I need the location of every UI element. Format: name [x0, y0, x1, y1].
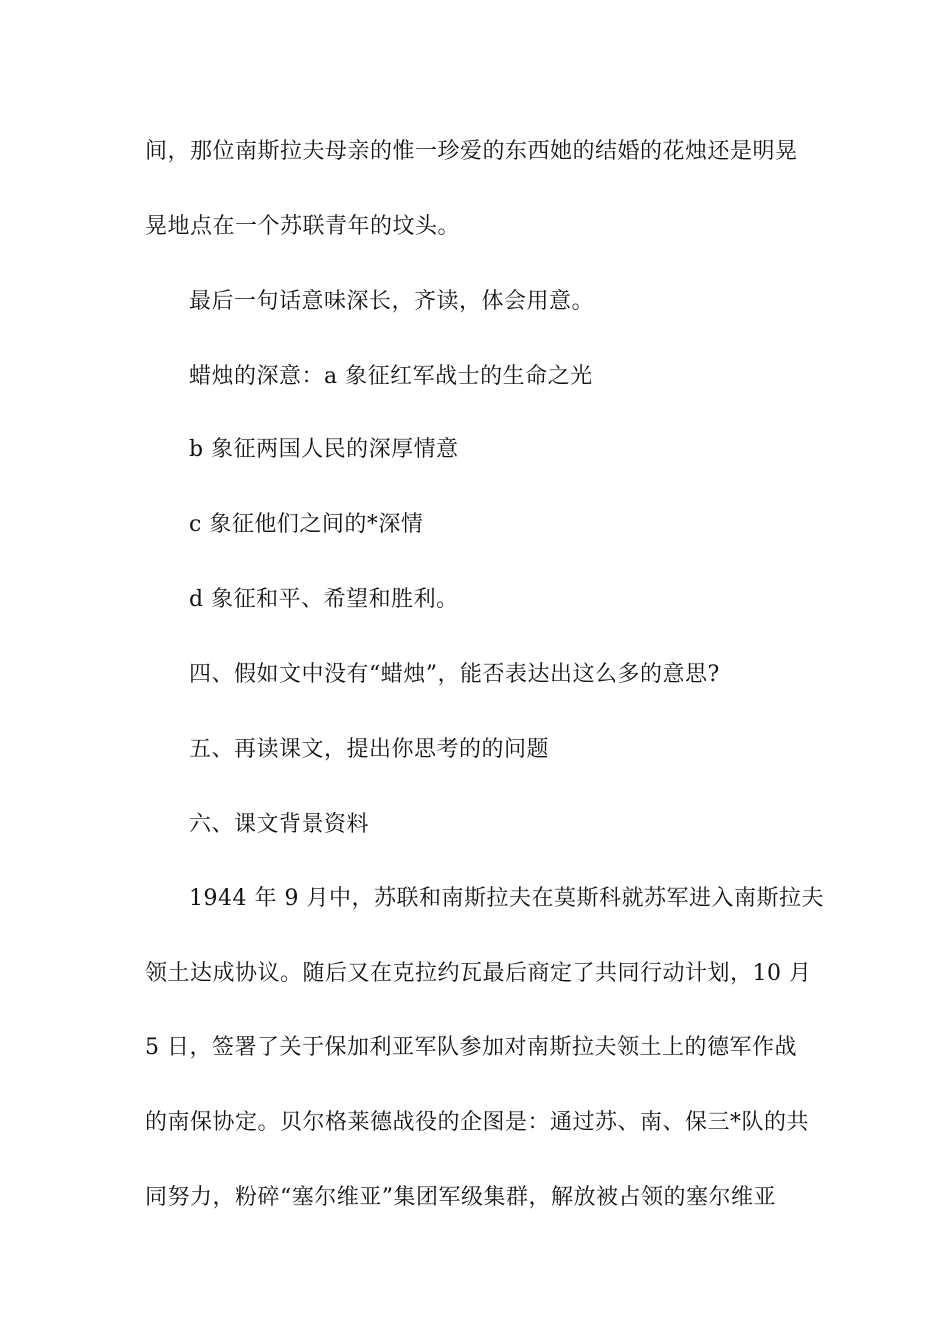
- text-line: 五、再读课文，提出你思考的的问题: [189, 737, 550, 762]
- text-line: 蜡烛的深意：a 象征红军战士的生命之光: [189, 364, 593, 389]
- text-line: c 象征他们之间的*深情: [189, 512, 424, 537]
- text-line: 最后一句话意味深长，齐读，体会用意。: [189, 289, 595, 314]
- text-line: 5 日，签署了关于保加利亚军队参加对南斯拉夫领土上的德军作战: [145, 1035, 797, 1060]
- text-line: 的南保协定。贝尔格莱德战役的企图是：通过苏、南、保三*队的共: [145, 1110, 810, 1135]
- text-line: 四、假如文中没有“蜡烛”，能否表达出这么多的意思?: [189, 662, 720, 687]
- text-line: 晃地点在一个苏联青年的坟头。: [145, 214, 461, 239]
- text-line: 领土达成协议。随后又在克拉约瓦最后商定了共同行动计划，10 月: [145, 961, 812, 986]
- text-line: 同努力，粉碎“塞尔维亚”集团军级集群，解放被占领的塞尔维亚: [145, 1185, 776, 1210]
- text-line: 1944 年 9 月中，苏联和南斯拉夫在莫斯科就苏军进入南斯拉夫: [189, 886, 824, 911]
- text-line: d 象征和平、希望和胜利。: [189, 587, 459, 612]
- text-line: b 象征两国人民的深厚情意: [189, 437, 459, 462]
- text-line: 间，那位南斯拉夫母亲的惟一珍爱的东西她的结婚的花烛还是明晃: [145, 139, 798, 164]
- text-line: 六、课文背景资料: [189, 812, 370, 837]
